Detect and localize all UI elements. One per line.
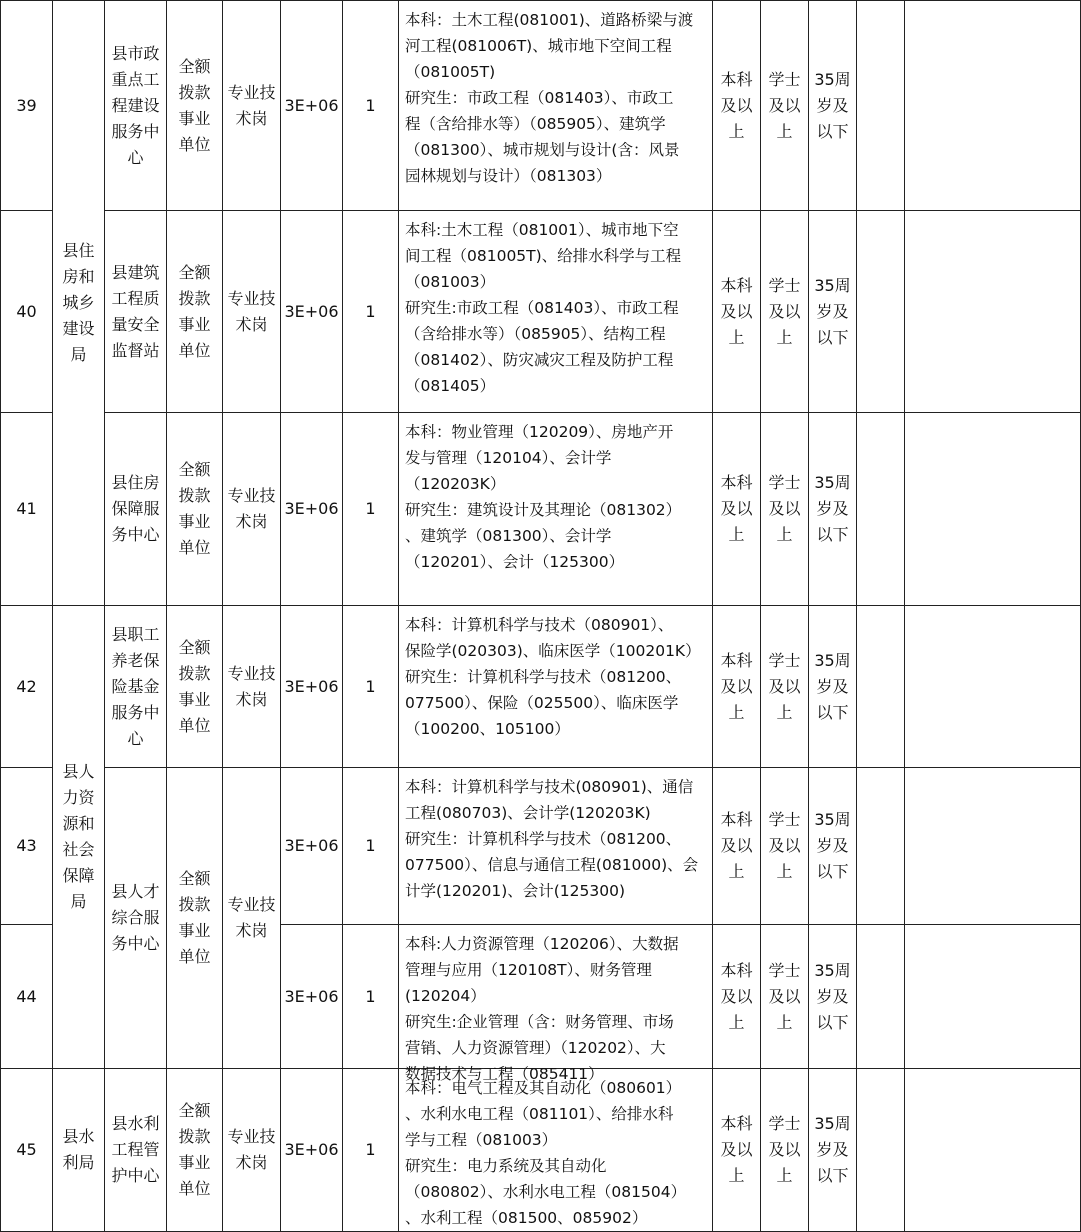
education-cell [713,606,761,768]
department-name: 县人力资源和社会保障局 [62,762,95,911]
empty-cell [857,211,905,413]
degree-cell [761,606,809,768]
unit-nature: 全额拨款事业单位 [178,1101,211,1198]
major-requirements [399,211,713,413]
degree-level: 学士及以上 [768,1114,801,1185]
unit-cell [105,768,167,1069]
department-cell [53,606,105,1069]
degree-level: 学士及以上 [768,275,801,347]
requirement-line: 、建筑学（081300）、会计学 [405,527,612,545]
post-code: 3E+06 [281,925,343,1069]
age-limit: 35周岁及以下 [814,960,851,1032]
degree-level: 学士及以上 [768,810,801,881]
table-row [1,1,1081,211]
degree-level: 学士及以上 [768,650,801,722]
row-number: 44 [1,925,53,1069]
requirement-line: （081005T) [405,63,496,81]
age-limit: 35周岁及以下 [814,69,851,141]
post-code: 3E+06 [281,413,343,606]
requirement-line: 、水利工程（081500、085902） [405,1209,648,1227]
requirement-line: （含给排水等）（085905）、结构工程 [405,325,666,343]
requirement-line: 学与工程（081003） [405,1131,558,1149]
major-requirements [399,925,713,1083]
post-type: 专业技术岗 [227,288,276,334]
post-cell [223,413,281,606]
post-type: 专业技术岗 [227,895,276,940]
nature-cell [167,413,223,606]
post-code: 3E+06 [281,211,343,413]
education-cell [713,211,761,413]
table-row [1,768,1081,925]
requirement-line: 本科:土木工程（081001）、城市地下空 [405,221,679,239]
education-level: 本科及以上 [720,810,753,881]
requirement-line: 园林规划与设计）（081303） [405,167,612,185]
degree-cell [761,413,809,606]
nature-cell [167,1069,223,1232]
major-requirements [399,1,713,211]
post-type: 专业技术岗 [227,82,276,128]
department-cell [53,1069,105,1232]
empty-cell [905,768,1081,925]
post-cell [223,1069,281,1232]
table-row [1,606,1081,768]
post-cell [223,211,281,413]
empty-cell [857,413,905,606]
degree-cell [761,768,809,925]
requirement-line: （081300）、城市规划与设计(含：风景 [405,141,680,159]
education-cell [713,925,761,1069]
age-cell [809,606,857,768]
post-cell [223,1,281,211]
major-requirements [399,1069,713,1232]
degree-level: 学士及以上 [768,473,801,544]
requirement-line: (120204） [405,987,486,1005]
education-level: 本科及以上 [720,960,753,1032]
unit-cell [105,1,167,211]
requirement-line: 研究生:市政工程（081403）、市政工程 [405,299,679,317]
hire-count: 1 [343,1069,399,1232]
education-level: 本科及以上 [720,1114,753,1185]
nature-cell [167,606,223,768]
requirement-line: 研究生：计算机科学与技术（081200、 [405,668,682,686]
age-cell [809,1069,857,1232]
requirement-line: 本科:人力资源管理（120206）、大数据 [405,935,679,953]
requirement-line: （081003） [405,273,496,291]
education-cell [713,413,761,606]
unit-nature: 全额拨款事业单位 [178,869,211,966]
empty-cell [857,606,905,768]
empty-cell [905,925,1081,1069]
hire-count: 1 [343,413,399,606]
requirement-line: 研究生：电力系统及其自动化 [405,1157,607,1175]
requirement-line: 研究生：建筑设计及其理论（081302） [405,501,682,519]
unit-cell [105,211,167,413]
department-name: 县住房和城乡建设局 [62,241,95,364]
empty-cell [905,413,1081,606]
requirement-line: 计学(120201)、会计(125300) [405,882,626,900]
age-limit: 35周岁及以下 [814,650,851,722]
requirement-line: 本科：计算机科学与技术（080901）、 [405,616,674,634]
post-type: 专业技术岗 [227,663,276,709]
requirement-line: 077500）、信息与通信工程(081000)、会 [405,856,699,874]
requirement-line: （081405） [405,377,496,395]
degree-cell [761,1069,809,1232]
education-level: 本科及以上 [720,69,753,141]
unit-name: 县水利工程管护中心 [111,1114,160,1185]
education-cell [713,768,761,925]
post-code: 3E+06 [281,606,343,768]
post-cell [223,768,281,1069]
unit-nature: 全额拨款事业单位 [178,262,211,360]
requirement-line: 本科：电气工程及其自动化（080601） [405,1079,682,1097]
post-code: 3E+06 [281,768,343,925]
age-limit: 35周岁及以下 [814,1114,851,1185]
row-number: 41 [1,413,53,606]
empty-cell [857,1069,905,1232]
unit-name: 县人才综合服务中心 [111,882,160,953]
table-row [1,1069,1081,1232]
requirement-line: 本科：计算机科学与技术(080901)、通信 [405,778,694,796]
requirement-line: （080802）、水利水电工程（081504） [405,1183,687,1201]
requirement-line: （081402）、防灾减灾工程及防护工程 [405,351,674,369]
age-cell [809,925,857,1069]
nature-cell [167,211,223,413]
requirement-line: 研究生:企业管理（含：财务管理、市场 [405,1013,674,1031]
post-type: 专业技术岗 [227,486,276,531]
unit-cell [105,413,167,606]
post-code: 3E+06 [281,1,343,211]
requirement-line: （120201）、会计（125300） [405,553,625,571]
empty-cell [857,1,905,211]
education-level: 本科及以上 [720,473,753,544]
row-number: 42 [1,606,53,768]
education-level: 本科及以上 [720,275,753,347]
table-row [1,413,1081,606]
requirement-line: 管理与应用（120108T）、财务管理 [405,961,652,979]
post-cell [223,606,281,768]
unit-name: 县职工养老保险基金服务中心 [111,624,160,748]
department-cell [53,1,105,606]
empty-cell [857,768,905,925]
degree-level: 学士及以上 [768,960,801,1032]
education-level: 本科及以上 [720,650,753,722]
row-number: 45 [1,1069,53,1232]
requirement-line: 本科：物业管理（120209）、房地产开 [405,423,674,441]
unit-name: 县住房保障服务中心 [111,473,160,544]
requirement-line: 营销、人力资源管理）（120202）、大 [405,1039,666,1057]
nature-cell [167,768,223,1069]
empty-cell [905,1,1081,211]
hire-count: 1 [343,606,399,768]
requirement-line: 数据技术与工程（085411） [405,1065,604,1083]
degree-level: 学士及以上 [768,69,801,141]
requirement-line: 发与管理（120104）、会计学 [405,449,612,467]
age-limit: 35周岁及以下 [814,810,851,881]
requirement-line: 077500）、保险（025500）、临床医学 [405,694,679,712]
requirement-line: 、水利水电工程（081101）、给排水科 [405,1105,674,1123]
empty-cell [905,211,1081,413]
requirement-line: 工程(080703)、会计学(120203K) [405,804,651,822]
major-requirements [399,606,713,768]
education-cell [713,1,761,211]
degree-cell [761,1,809,211]
nature-cell [167,1,223,211]
unit-name: 县市政重点工程建设服务中心 [111,43,160,167]
age-cell [809,413,857,606]
major-requirements [399,413,713,606]
major-requirements [399,768,713,925]
age-limit: 35周岁及以下 [814,473,851,544]
requirement-line: （120203K） [405,475,506,493]
requirement-line: 研究生：市政工程（081403）、市政工 [405,89,674,107]
age-limit: 35周岁及以下 [814,275,851,347]
unit-nature: 全额拨款事业单位 [178,637,211,735]
unit-name: 县建筑工程质量安全监督站 [111,262,160,360]
hire-count: 1 [343,1,399,211]
row-number: 43 [1,768,53,925]
age-cell [809,1,857,211]
post-code: 3E+06 [281,1069,343,1232]
requirement-line: 研究生：计算机科学与技术（081200、 [405,830,682,848]
requirement-line: 间工程（081005T)、给排水科学与工程 [405,247,682,265]
education-cell [713,1069,761,1232]
table-row [1,211,1081,413]
unit-cell [105,1069,167,1232]
hire-count: 1 [343,925,399,1069]
age-cell [809,211,857,413]
row-number: 39 [1,1,53,211]
empty-cell [905,606,1081,768]
empty-cell [857,925,905,1069]
hire-count: 1 [343,768,399,925]
requirement-line: （100200、105100） [405,720,570,738]
age-cell [809,768,857,925]
unit-nature: 全额拨款事业单位 [178,460,211,557]
row-number: 40 [1,211,53,413]
empty-cell [905,1069,1081,1232]
unit-nature: 全额拨款事业单位 [178,56,211,154]
requirement-line: 本科：土木工程(081001)、道路桥梁与渡 [405,11,694,29]
unit-cell [105,606,167,768]
hire-count: 1 [343,211,399,413]
degree-cell [761,211,809,413]
degree-cell [761,925,809,1069]
requirement-line: 河工程(081006T)、城市地下空间工程 [405,37,672,55]
department-name: 县水利局 [62,1127,95,1172]
requirement-line: 程（含给排水等）（085905）、建筑学 [405,115,666,133]
post-type: 专业技术岗 [227,1127,276,1172]
requirement-line: 保险学(020303)、临床医学（100201K） [405,642,701,660]
